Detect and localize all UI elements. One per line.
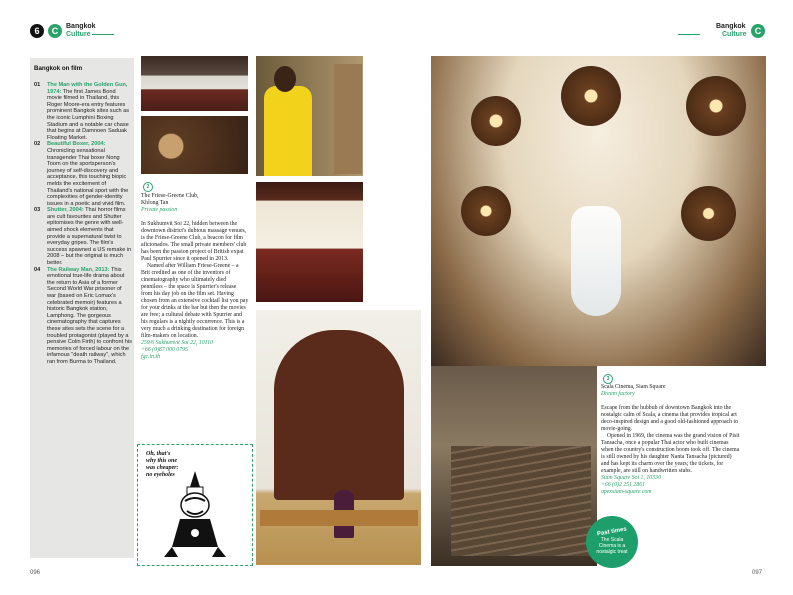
scala-lobby-owner-photo: [256, 310, 421, 565]
venue-tagline: Private passion: [141, 207, 178, 213]
venue-address: 259/6 Sukhumvit Soi 22, 10110: [141, 340, 213, 346]
header-section-right: Culture: [722, 31, 747, 38]
header-city-right: Bangkok: [716, 23, 746, 30]
venue-number: 3: [603, 374, 613, 384]
header-city: Bangkok: [66, 23, 96, 30]
header-rule: [92, 34, 114, 35]
venue-address: Siam Square Soi 1, 10330: [601, 475, 661, 481]
venue-website[interactable]: apexsiam-square.com: [601, 489, 652, 495]
venue-phone: +66 (0)2 251 2861: [601, 482, 646, 488]
section-number-badge: 6: [30, 24, 44, 38]
venue-number: 2: [143, 182, 153, 192]
venue2-caption: [141, 193, 249, 361]
badge-text: The Scala Cinema is a nostalgic treat: [596, 537, 628, 555]
badge-title: Past times: [596, 526, 628, 538]
venue-tagline: Dream factory: [601, 391, 635, 397]
cartoon-box: [137, 444, 253, 566]
header-rule-right: [678, 34, 700, 35]
film-item: 02 Beautiful Boxer, 2004: Chronicling sensational transgender Thai boxer Nong Toom on the sportsperson's journey of self-discovery and acceptance, this touching biopic melds the excitement of Thailand's national sport with the complexities of gender-identity issues in a poetic and vivid film.: [34, 141, 129, 207]
venue-name: Scala Cinema, Siam Square: [601, 384, 666, 390]
venue-phone: +66 (0)87 000 0795: [141, 347, 188, 353]
page-number-left: 096: [30, 570, 41, 576]
venue3-caption: [601, 384, 741, 496]
venue-area: Khlong Tan: [141, 200, 169, 206]
venue-website[interactable]: fgc.in.th: [141, 354, 160, 360]
page-number-right: 097: [752, 570, 763, 576]
venue-body-2: Opened in 1969, the cinema was the grand vision of Pisit Tansacha, once a popular Thai actor who built cinemas when the country's construction boom took off. The cinema is still owned by his daughter Nanta Tansacha (pictured) and has kept its charm over the years; the tickets, for example, are still on handwritten stubs.: [601, 433, 740, 474]
scala-cinema-interior-photo: [431, 56, 766, 366]
sidebar-title: Bangkok on film: [34, 65, 83, 72]
cartoon-quote: Oh, that's why this one was cheaper: no eyeholes: [146, 451, 179, 478]
venue-body: Escape from the hubbub of downtown Bangkok into the nostalgic calm of Scala, a cinema that provides tropical art deco-inspired design and a good old-fashioned approach to movie-going.: [601, 405, 738, 432]
past-times-badge: [586, 516, 638, 568]
venue-name: The Friese-Greene Club,: [141, 193, 199, 199]
club-owner-photo: [256, 56, 363, 176]
film-list: [34, 82, 132, 366]
venue-body: In Sukhumvit Soi 22, hidden between the downtown district's dubious massage venues, is the Friese-Greene Club, a beacon for film aficionados. The small private members' club has been the passion project of British expat Paul Spurrier since it opened in 2013.: [141, 221, 247, 262]
film-item: 04 The Railway Man, 2013: This emotional true-life drama about the return to Asia of a former Second World War prisoner of war (based on Eric Lomax's celebrated memoir) features a historic Bangkok station, Lamphong. The gorgeous cinematography that captures these sites sets the scene for a troubled protagonist (played by a pensive Colin Firth) to confront his memories of forced labour on the infamous "death railway", which ran from Burma to Thailand.: [34, 266, 132, 365]
film-item: 01 The Man with the Golden Gun, 1974: The first James Bond movie filmed in Thailand, this Roger Moore-era entry features prominent Bangkok sites such as the iconic Lumphini Boxing Stadium and a notable car chase that begins at Damnoen Saduak Floating Market.: [34, 82, 130, 141]
culture-icon: C: [48, 24, 62, 38]
cinema-screen-photo: [141, 56, 248, 111]
film-item: 03 Shutter, 2004: Thai horror films are cult favourites and Shutter epitomises the genre with well-aimed shock elements that provide a supernatural twist to everyday gripes. The film's success spawned a US remake in 2008 – but the original is much better.: [34, 207, 132, 267]
screening-room-photo: [256, 182, 363, 302]
cartoon-mask-figure-icon: [156, 469, 234, 563]
culture-icon-right: C: [751, 24, 765, 38]
scala-staircase-photo: [431, 366, 597, 566]
film-projector-photo: [141, 116, 248, 174]
venue-body-2: Named after William Friese-Greene – a Brit credited as one of the inventors of cinematography who ultimately died penniless – the space is Spurrier's release from his day job on the film set. Having chosen from an extensive cocktail list you pay for your drinks at the bar but then the movies are free; a cultural debate with Spurrier and his regulars is a nightly occurrence. This is a very much a drinking destination for foreign film-makers on location.: [141, 263, 249, 339]
header-section: Culture: [66, 31, 91, 38]
